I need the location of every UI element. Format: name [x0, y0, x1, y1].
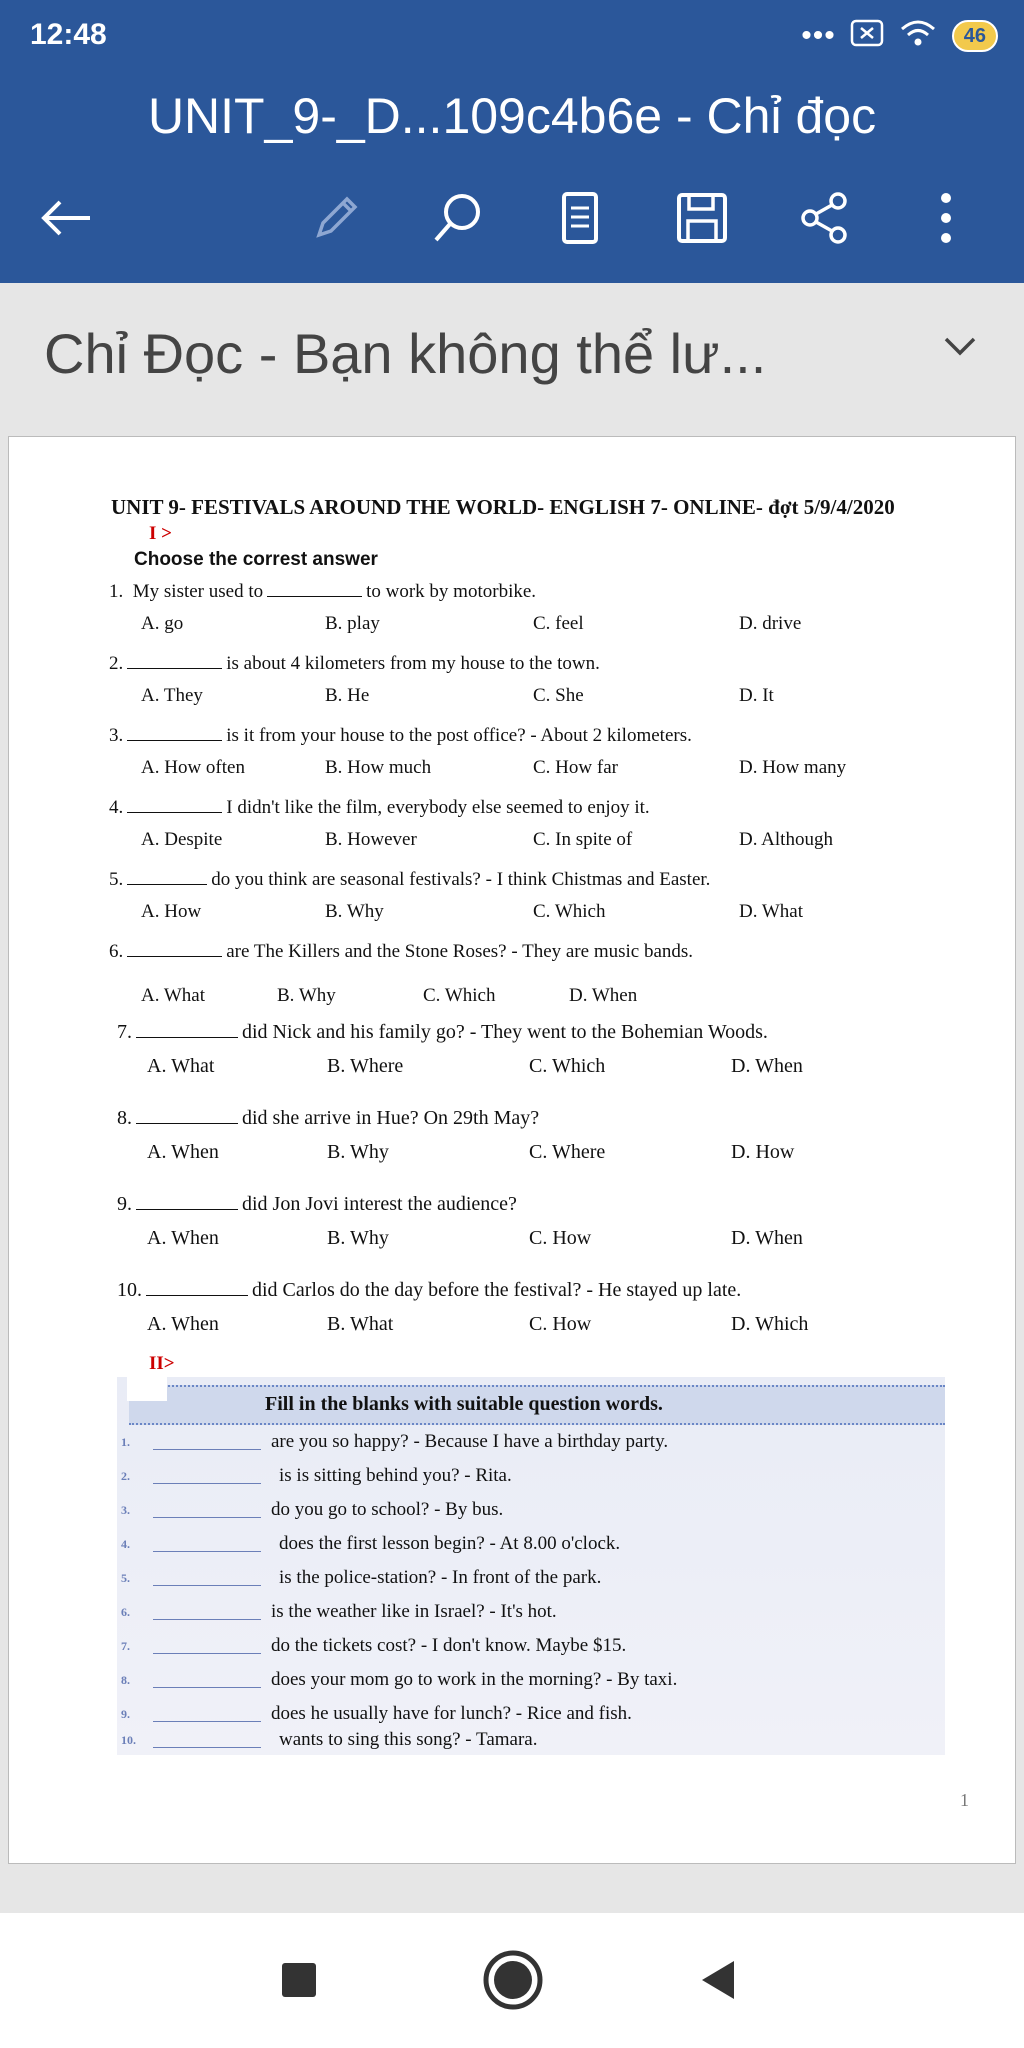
option[interactable]: C. She: [533, 685, 584, 706]
fill-item: 7. do the tickets cost? - I don't know. Maybe $15.: [121, 1635, 627, 1656]
option[interactable]: D. When: [731, 1055, 803, 1077]
fill-item: 3. do you go to school? - By bus.: [121, 1499, 504, 1520]
option[interactable]: C. Where: [529, 1141, 606, 1163]
recent-apps-icon[interactable]: [274, 1955, 324, 2005]
toolbar: [0, 172, 1024, 262]
option[interactable]: A. What: [147, 1055, 215, 1077]
search-icon[interactable]: [426, 186, 490, 250]
reading-mode-icon[interactable]: [548, 186, 612, 250]
share-icon[interactable]: [792, 186, 856, 250]
save-icon[interactable]: [670, 186, 734, 250]
readonly-banner-text: Chỉ Đọc - Bạn không thể lư...: [44, 322, 767, 385]
app-header: [0, 0, 1024, 283]
option[interactable]: A. How often: [141, 757, 245, 778]
question-9: 9. did Jon Jovi interest the audience?: [117, 1193, 517, 1215]
fill-item: 6. is the weather like in Israel? - It's hot.: [121, 1601, 557, 1622]
doc-heading: UNIT 9- FESTIVALS AROUND THE WORLD- ENGLISH 7- ONLINE- đợt 5/9/4/2020: [111, 495, 895, 519]
option[interactable]: D. How many: [739, 757, 847, 778]
fill-in-heading: Fill in the blanks with suitable question words.: [129, 1385, 945, 1425]
option[interactable]: A. When: [147, 1227, 219, 1249]
question-7: 7. did Nick and his family go? - They went to the Bohemian Woods.: [117, 1021, 768, 1043]
option[interactable]: B. play: [325, 613, 380, 634]
option[interactable]: B. Why: [327, 1227, 389, 1249]
option[interactable]: C. How: [529, 1227, 592, 1249]
fill-item: 2. is is sitting behind you? - Rita.: [121, 1465, 512, 1486]
option[interactable]: A. When: [147, 1313, 219, 1335]
option[interactable]: B. What: [327, 1313, 394, 1335]
question-8: 8. did she arrive in Hue? On 29th May?: [117, 1107, 540, 1129]
option[interactable]: D. Which: [731, 1313, 809, 1335]
option[interactable]: D. Although: [739, 829, 833, 850]
status-bar: [0, 0, 1024, 70]
status-time: 12:48: [30, 18, 107, 51]
fill-item: 10. wants to sing this song? - Tamara.: [121, 1729, 538, 1750]
option[interactable]: C. How far: [533, 757, 618, 778]
section2-marker: II>: [149, 1353, 175, 1374]
document-page: [8, 436, 1016, 1864]
option[interactable]: D. What: [739, 901, 804, 922]
chevron-down-icon[interactable]: [940, 331, 980, 366]
question-2: 2. is about 4 kilometers from my house to the town.: [109, 653, 600, 674]
option[interactable]: A. When: [147, 1141, 219, 1163]
section1-heading: Choose the correst answer: [134, 549, 378, 570]
option[interactable]: D. It: [739, 685, 774, 706]
pencil-icon[interactable]: [304, 186, 368, 250]
option[interactable]: A. How: [141, 901, 202, 922]
option[interactable]: C. How: [529, 1313, 592, 1335]
option[interactable]: A. go: [141, 613, 184, 634]
battery-indicator: 46: [952, 20, 998, 52]
option[interactable]: D. How: [731, 1141, 795, 1163]
question-10: 10. did Carlos do the day before the festival? - He stayed up late.: [117, 1279, 742, 1301]
option[interactable]: A. Despite: [141, 829, 223, 850]
option[interactable]: C. Which: [423, 985, 496, 1006]
option[interactable]: B. Why: [325, 901, 384, 922]
back-arrow-icon[interactable]: [34, 186, 98, 250]
question-4: 4. I didn't like the film, everybody else seemed to enjoy it.: [109, 797, 650, 818]
option[interactable]: C. Which: [533, 901, 606, 922]
option[interactable]: D. When: [731, 1227, 803, 1249]
option[interactable]: C. In spite of: [533, 829, 633, 850]
page-number: 1: [960, 1790, 969, 1810]
section1-marker: I >: [149, 523, 172, 544]
fill-item: 4. does the first lesson begin? - At 8.00 o'clock.: [121, 1533, 621, 1554]
notification-dots-icon: •••: [801, 18, 836, 52]
option[interactable]: D. drive: [739, 613, 802, 634]
option[interactable]: B. How much: [325, 757, 432, 778]
back-triangle-icon[interactable]: [694, 1955, 744, 2005]
status-icons: [801, 18, 998, 53]
question-6: 6. are The Killers and the Stone Roses? - They are music bands.: [109, 941, 694, 962]
option[interactable]: C. feel: [533, 613, 584, 634]
option[interactable]: B. However: [325, 829, 417, 850]
option[interactable]: B. He: [325, 685, 370, 706]
option[interactable]: A. They: [141, 685, 203, 706]
option[interactable]: B. Why: [277, 985, 336, 1006]
fill-in-section: [117, 1377, 945, 1755]
home-icon[interactable]: [482, 1949, 544, 2011]
sim-icon: [850, 18, 884, 53]
wifi-icon: [898, 18, 938, 53]
more-vertical-icon[interactable]: [914, 186, 978, 250]
system-nav-bar: [0, 1913, 1024, 2048]
question-3: 3. is it from your house to the post office? - About 2 kilometers.: [109, 725, 692, 746]
fill-item: 8. does your mom go to work in the morning? - By taxi.: [121, 1669, 678, 1690]
option[interactable]: D. When: [569, 985, 638, 1006]
question-1: 1. My sister used to to work by motorbike.: [109, 581, 537, 602]
fill-item: 1. are you so happy? - Because I have a birthday party.: [121, 1431, 669, 1452]
option[interactable]: B. Where: [327, 1055, 404, 1077]
document-title: UNIT_9-_D...109c4b6e - Chỉ đọc: [147, 88, 877, 144]
option[interactable]: B. Why: [327, 1141, 389, 1163]
fill-item: 5. is the police-station? - In front of the park.: [121, 1567, 602, 1588]
fill-item: 9. does he usually have for lunch? - Rice and fish.: [121, 1703, 632, 1724]
question-5: 5. do you think are seasonal festivals? - I think Chistmas and Easter.: [109, 869, 711, 890]
readonly-banner[interactable]: [0, 283, 1024, 433]
option[interactable]: C. Which: [529, 1055, 606, 1077]
option[interactable]: A. What: [141, 985, 206, 1006]
